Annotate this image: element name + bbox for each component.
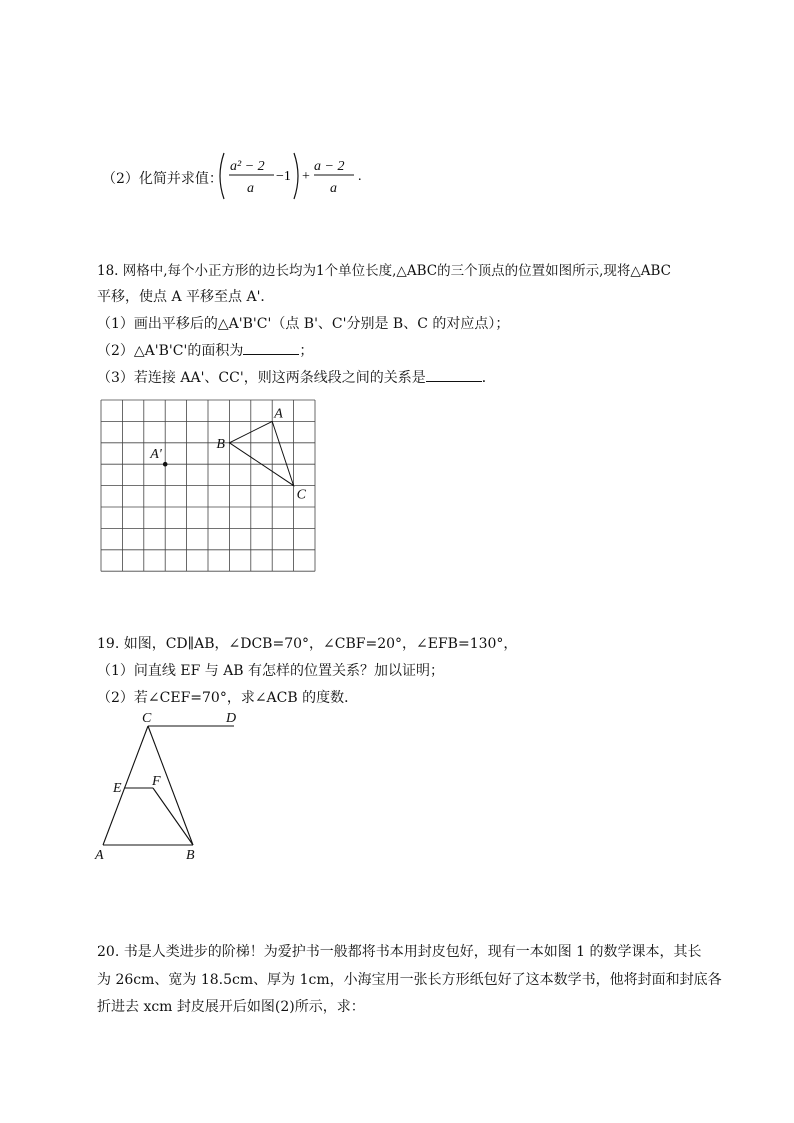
label-c: C bbox=[142, 711, 152, 726]
segment-fb bbox=[153, 788, 193, 845]
label-c: C bbox=[296, 487, 306, 503]
label-b: B bbox=[216, 436, 225, 452]
q19-part1: （1）问直线 EF 与 AB 有怎样的位置关系？加以证明； bbox=[97, 663, 445, 679]
q20-line2: 为 26cm、宽为 18.5cm、厚为 1cm，小海宝用一张长方形纸包好了这本数学书，他将封面和封底各 bbox=[97, 972, 722, 988]
q18-line1: 18. 网格中,每个小正方形的边长均为1个单位长度,△ABC的三个顶点的位置如图所示,现将△ABC bbox=[97, 263, 671, 279]
q18-part2-prefix: （2）△A'B'C'的面积为 bbox=[97, 343, 244, 359]
q18-part3-prefix: （3）若连接 AA'、CC'，则这两条线段之间的关系是 bbox=[97, 370, 426, 386]
point-a-prime bbox=[163, 462, 168, 467]
frac1-numerator: a² − 2 bbox=[230, 159, 265, 174]
q17-part2-prefix: （2）化简并求值： bbox=[102, 171, 223, 187]
q18-part1: （1）画出平移后的△A'B'C'（点 B'、C'分别是 B、C 的对应点）； bbox=[97, 316, 510, 332]
answer-blank-relation[interactable] bbox=[426, 367, 482, 382]
q19-figure bbox=[90, 708, 250, 866]
q18-grid-figure bbox=[95, 393, 325, 577]
plus-sign: + bbox=[302, 169, 310, 184]
q18-part3 bbox=[97, 367, 496, 387]
label-a: A bbox=[274, 406, 283, 422]
label-a-prime: A' bbox=[150, 447, 162, 463]
label-b: B bbox=[186, 848, 195, 863]
frac2-numerator: a − 2 bbox=[314, 159, 345, 174]
q20-line1: 20. 书是人类进步的阶梯！为爱护书一般都将书本用封皮包好，现有一本如图 1 的数学课本，其长 bbox=[97, 944, 702, 960]
q20-line3: 折进去 xcm 封皮展开后如图(2)所示，求： bbox=[97, 999, 365, 1015]
period: . bbox=[358, 169, 362, 184]
label-e: E bbox=[113, 781, 122, 796]
q19-part2: （2）若∠CEF=70°，求∠ACB 的度数． bbox=[97, 690, 359, 706]
right-paren bbox=[294, 153, 298, 199]
frac1-denominator: a bbox=[247, 181, 254, 196]
q18-line2: 平移，使点 A 平移至点 A'． bbox=[97, 289, 275, 305]
left-paren bbox=[220, 153, 224, 199]
frac2-denominator: a bbox=[330, 181, 337, 196]
q19-line1: 19. 如图，CD∥AB，∠DCB=70°，∠CBF=20°，∠EFB=130°， bbox=[97, 636, 518, 652]
label-d: D bbox=[226, 711, 237, 726]
q17-expression bbox=[214, 150, 464, 202]
q18-part2-suffix: ； bbox=[299, 343, 314, 359]
q18-part2 bbox=[97, 340, 313, 360]
minus-one: −1 bbox=[276, 169, 291, 184]
q18-part3-suffix: ． bbox=[481, 370, 496, 386]
label-a: A bbox=[95, 848, 104, 863]
answer-blank-area[interactable] bbox=[243, 340, 299, 355]
segment-ca bbox=[103, 726, 148, 845]
label-f: F bbox=[152, 774, 161, 789]
triangle-abc bbox=[229, 421, 293, 485]
grid-lines bbox=[101, 400, 315, 571]
